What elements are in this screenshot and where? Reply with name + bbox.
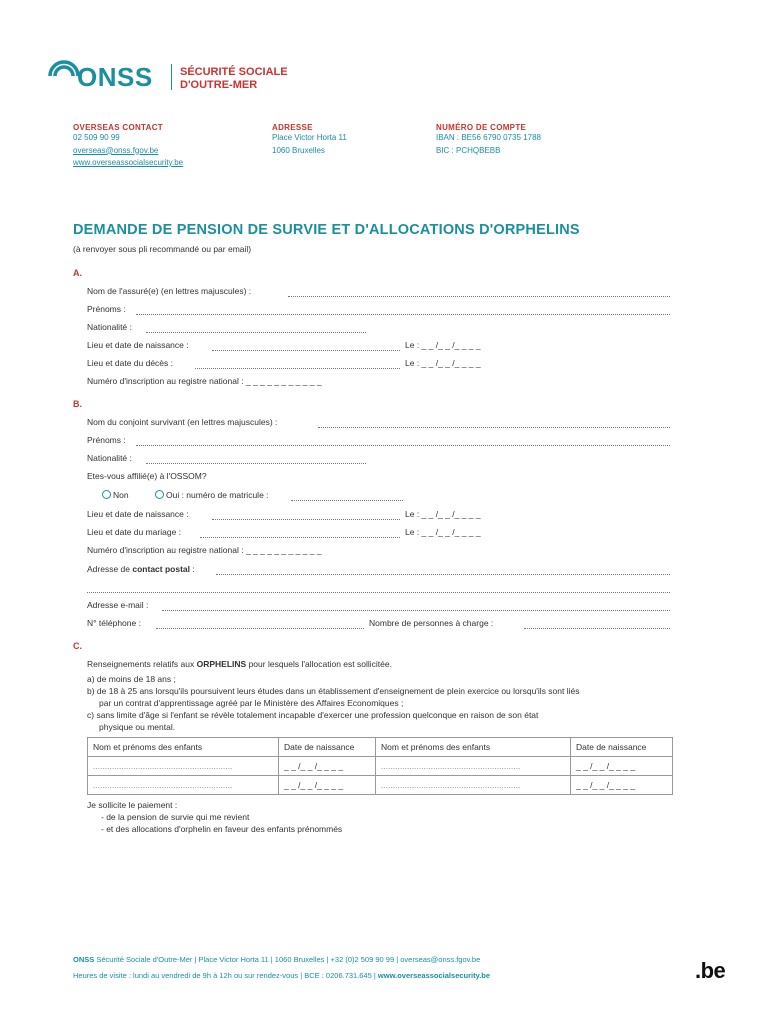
ossom-no-label: Non (113, 490, 129, 500)
condition-c2: physique ou mental. (99, 722, 176, 732)
account-column (436, 123, 541, 157)
insured-birth-label: Lieu et date de naissance : (87, 340, 189, 350)
email-field[interactable] (162, 610, 670, 611)
spouse-firstnames-field[interactable] (136, 445, 670, 446)
spouse-birth-date-field[interactable]: Le : _ _ /_ _ /_ _ _ _ (405, 509, 481, 519)
insured-national-number-field[interactable]: Numéro d'inscription au registre national : _ _ _ _ _ _ _ _ _ _ _ (87, 376, 322, 386)
document-title: DEMANDE DE PENSION DE SURVIE ET D'ALLOCATIONS D'ORPHELINS (73, 222, 580, 238)
col-date-2: Date de naissance (571, 738, 673, 757)
footer-hours: Heures de visite : lundi au vendredi de 9h à 12h ou sur rendez-vous | BCE : 0206.731.645 | (73, 971, 378, 980)
account-heading: NUMÉRO DE COMPTE (436, 123, 527, 132)
spouse-firstnames-label: Prénoms : (87, 435, 126, 445)
col-name-2: Nom et prénoms des enfants (376, 738, 571, 757)
orphans-intro (87, 659, 392, 669)
postal-address-label-a: Adresse de (87, 564, 133, 574)
request-intro: Je sollicite le paiement : (87, 800, 178, 810)
section-c-label: C. (73, 641, 82, 651)
child-name-cell[interactable]: ........................................................... (376, 776, 571, 795)
contact-column (73, 123, 183, 170)
footer-address: Sécurité Sociale d'Outre-Mer | Place Victor Horta 11 | 1060 Bruxelles | +32 (0)2 509 90 99 | overseas@onss.fgov.be (94, 955, 481, 964)
logo-sub-line2: D'OUTRE-MER (180, 79, 258, 91)
ossom-yes-option[interactable] (155, 490, 269, 500)
phone-label: N° téléphone : (87, 618, 141, 628)
ossom-question: Etes-vous affilié(e) à l'OSSOM? (87, 471, 207, 481)
insured-firstnames-label: Prénoms : (87, 304, 126, 314)
radio-no-icon[interactable] (102, 490, 111, 499)
child-date-cell[interactable]: _ _ /_ _ /_ _ _ _ (571, 776, 673, 795)
address-heading: ADRESSE (272, 123, 313, 132)
logo-subtitle (180, 66, 288, 92)
table-row (88, 757, 673, 776)
table-header-row (88, 738, 673, 757)
section-b-label: B. (73, 399, 82, 409)
insured-firstnames-field[interactable] (136, 314, 670, 315)
account-bic: BIC : PCHQBEBB (436, 145, 501, 155)
insured-nationality-field[interactable] (146, 332, 366, 333)
orphans-intro-a: Renseignements relatifs aux (87, 659, 197, 669)
contact-website-link[interactable]: www.overseassocialsecurity.be (73, 158, 184, 167)
marriage-place-field[interactable] (200, 537, 400, 538)
insured-nationality-label: Nationalité : (87, 322, 132, 332)
col-name-1: Nom et prénoms des enfants (88, 738, 279, 757)
document-subtitle: (à renvoyer sous pli recommandé ou par email) (73, 244, 252, 254)
table-row (88, 776, 673, 795)
email-label: Adresse e-mail : (87, 600, 149, 610)
postal-address-field-2[interactable] (87, 592, 670, 593)
marriage-label: Lieu et date du mariage : (87, 527, 182, 537)
ossom-no-option[interactable] (102, 490, 129, 500)
footer-line-1 (73, 955, 480, 964)
spouse-nationality-field[interactable] (146, 463, 366, 464)
condition-b1: b) de 18 à 25 ans lorsqu'ils poursuivent leurs études dans un établissement d'enseignement de plein exercice ou lorsqu'ils sont liés (87, 686, 580, 696)
child-date-cell[interactable]: _ _ /_ _ /_ _ _ _ (571, 757, 673, 776)
insured-birth-place-field[interactable] (212, 350, 400, 351)
postal-address-label-c: : (190, 564, 195, 574)
child-name-cell[interactable]: ........................................................... (88, 757, 279, 776)
insured-name-label: Nom de l'assuré(e) (en lettres majuscules) : (87, 286, 252, 296)
insured-death-place-field[interactable] (195, 368, 400, 369)
address-column (272, 123, 347, 157)
orphans-intro-c: pour lesquels l'allocation est sollicitée. (246, 659, 392, 669)
col-date-1: Date de naissance (279, 738, 376, 757)
footer-brand: ONSS (73, 955, 95, 964)
postal-address-field[interactable] (216, 574, 670, 575)
dependents-field[interactable] (524, 628, 670, 629)
dependents-label: Nombre de personnes à charge : (369, 618, 494, 628)
postal-address-label-b: contact postal (132, 564, 190, 574)
insured-birth-date-field[interactable]: Le : _ _ /_ _ /_ _ _ _ (405, 340, 481, 350)
section-a-label: A. (73, 268, 82, 278)
spouse-name-label: Nom du conjoint survivant (en lettres majuscules) : (87, 417, 278, 427)
condition-c1: c) sans limite d'âge si l'enfant se révèle totalement incapable d'exercer une profession quelconque en raison de son état (87, 710, 539, 720)
marriage-date-field[interactable]: Le : _ _ /_ _ /_ _ _ _ (405, 527, 481, 537)
child-name-cell[interactable]: ........................................................... (88, 776, 279, 795)
account-iban: IBAN : BE56 6790 0735 1788 (436, 133, 541, 142)
request-item-1: - de la pension de survie qui me revient (101, 812, 250, 822)
spouse-national-number-field[interactable]: Numéro d'inscription au registre national : _ _ _ _ _ _ _ _ _ _ _ (87, 545, 322, 555)
request-item-2: - et des allocations d'orphelin en faveur des enfants prénommés (101, 824, 343, 834)
contact-phone: 02 509 90 99 (73, 133, 120, 142)
spouse-birth-place-field[interactable] (212, 519, 400, 520)
address-line1: Place Victor Horta 11 (272, 133, 347, 142)
insured-death-label: Lieu et date du décès : (87, 358, 174, 368)
address-line2: 1060 Bruxelles (272, 145, 325, 155)
condition-a: a) de moins de 18 ans ; (87, 674, 176, 684)
be-logo: .be (695, 958, 726, 983)
contact-heading: OVERSEAS CONTACT (73, 123, 163, 132)
logo-sub-line1: SÉCURITÉ SOCIALE (180, 66, 288, 78)
children-table (87, 737, 673, 795)
condition-b2: par un contrat d'apprentissage agréé par le Ministère des Affaires Economiques ; (99, 698, 404, 708)
matricule-field[interactable] (291, 500, 403, 501)
spouse-nationality-label: Nationalité : (87, 453, 132, 463)
orphans-intro-b: ORPHELINS (196, 659, 247, 669)
insured-name-field[interactable] (288, 296, 670, 297)
postal-address-label (87, 564, 195, 574)
child-date-cell[interactable]: _ _ /_ _ /_ _ _ _ (279, 757, 376, 776)
logo-separator (171, 64, 172, 90)
logo-wordmark: ONSS (77, 62, 153, 92)
ossom-yes-label: Oui : numéro de matricule : (166, 490, 269, 500)
radio-yes-icon[interactable] (155, 490, 164, 499)
footer-line-2 (73, 971, 490, 980)
footer-website-link[interactable]: www.overseassocialsecurity.be (377, 971, 491, 980)
contact-email-link[interactable]: overseas@onss.fgov.be (73, 145, 159, 155)
child-date-cell[interactable]: _ _ /_ _ /_ _ _ _ (279, 776, 376, 795)
phone-field[interactable] (156, 628, 364, 629)
spouse-name-field[interactable] (318, 427, 670, 428)
spouse-birth-label: Lieu et date de naissance : (87, 509, 189, 519)
insured-death-date-field[interactable]: Le : _ _ /_ _ /_ _ _ _ (405, 358, 481, 368)
child-name-cell[interactable]: ........................................................... (376, 757, 571, 776)
